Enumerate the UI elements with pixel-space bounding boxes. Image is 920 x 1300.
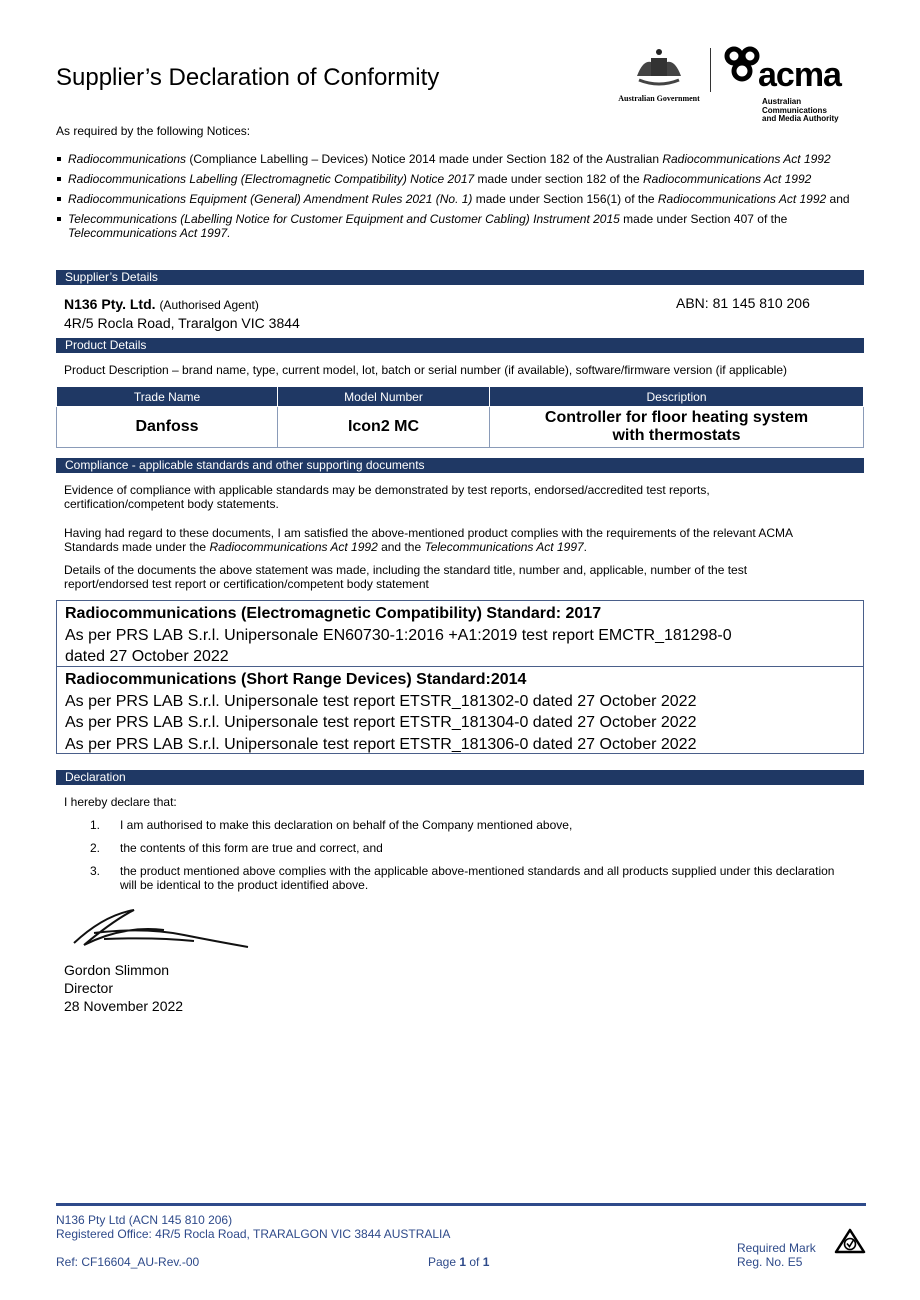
section-bar-product: Product Details [56, 338, 864, 353]
list-item: 2. the contents of this form are true and correct, and [90, 841, 383, 855]
notice-item: Radiocommunications Equipment (General) Amendment Rules 2021 (No. 1) made under Section 156(1) of the Radiocommunications Act 1992 and [56, 192, 864, 206]
compliance-p2: Having had regard to these documents, I am satisfied the above-mentioned product complies with the requirements of the relevant ACMA Standards made under the Radiocommunications Act 1992 and the Telecommunications Act 1997. [64, 526, 793, 554]
signatory [64, 961, 183, 1015]
header-model-number: Model Number [278, 387, 490, 407]
footer-page: Page 1 of 1 [428, 1255, 490, 1269]
footer-company: N136 Pty Ltd (ACN 145 810 206) Registered Office: 4R/5 Rocla Road, TRARALGON VIC 3844 AUSTRALIA [56, 1213, 451, 1241]
notice-item: Radiocommunications Labelling (Electromagnetic Compatibility) Notice 2017 made under section 182 of the Radiocommunications Act 1992 [56, 172, 864, 186]
section-bar-compliance: Compliance - applicable standards and other supporting documents [56, 458, 864, 473]
logo-divider [710, 48, 711, 92]
product-table [56, 386, 864, 448]
signatory-name: Gordon Slimmon [64, 962, 170, 978]
header-description: Description [490, 387, 864, 407]
compliance-p1: Evidence of compliance with applicable standards may be demonstrated by test reports, endorsed/accredited test reports, certification/competent body statements. [64, 483, 710, 511]
declaration-intro: I hereby declare that: [64, 795, 177, 809]
standard-srd: Radiocommunications (Short Range Devices) Standard:2014 As per PRS LAB S.r.l. Unipersonale test report ETSTR_181302-0 dated 27 October 2022 As per PRS LAB S.r.l. Unipersonale test report ETSTR_181304-0 dated 27 October 2022 As per PRS LAB S.r.l. Unipersonale test report ETSTR_181306-0 dated 27 October 2022 [56, 666, 864, 754]
section-bar-declaration: Declaration [56, 770, 864, 785]
supplier-abn: ABN: 81 145 810 206 [676, 295, 810, 311]
list-item: 3. the product mentioned above complies with the applicable above-mentioned standards and all products supplied under this declaration will be identical to the product identified above. [90, 864, 835, 892]
australian-government-logo: Australian Government [614, 46, 704, 103]
coat-of-arms-icon [629, 46, 689, 92]
notice-item: Radiocommunications (Compliance Labelling – Devices) Notice 2014 made under Section 182 of the Australian Radiocommunications Act 1992 [56, 152, 864, 166]
declaration-list [90, 818, 850, 901]
header-trade-name: Trade Name [57, 387, 278, 407]
product-description-label: Product Description – brand name, type, current model, lot, batch or serial number (if available), software/firmware version (if applicable) [64, 363, 787, 377]
footer-ref: Ref: CF16604_AU-Rev.-00 [56, 1255, 200, 1269]
footer-rule [56, 1203, 866, 1206]
signature-image [64, 905, 254, 955]
page-title: Supplier’s Declaration of Conformity [56, 64, 440, 91]
footer-required-mark: Required Mark Reg. No. E5 [737, 1241, 816, 1269]
signatory-position: Director [64, 980, 114, 996]
compliance-p3: Details of the documents the above statement was made, including the standard title, number and, applicable, number of the test report/endorsed test report or certification/competent body statement [64, 563, 748, 591]
section-bar-supplier: Supplier’s Details [56, 270, 864, 285]
declaration-date: 28 November 2022 [64, 998, 184, 1014]
cell-model-number: Icon2 MC [278, 407, 490, 448]
standard-emc: Radiocommunications (Electromagnetic Compatibility) Standard: 2017 As per PRS LAB S.r.l. Unipersonale EN60730-1:2016 +A1:2019 test report EMCTR_181298-0 dated 27 October 2022 [56, 600, 864, 667]
rcm-mark-icon [834, 1228, 866, 1254]
notices-list [56, 152, 864, 246]
document-page: Supplier’s Declaration of Conformity Australian Government acma Australian Communications and Media Authority As required by the following Notices: Radiocommunications (Compliance Labelling – Devices) Notice 2014 made under Section 182 of the Australian Radiocommunications Act 1992 Radiocommunications Labelling (Electromagnetic Compatibility) Notice 2017 made under section 182 of the Radiocommunications Act 1992 Radiocommunications Equipment (General) Amendment Rules 2021 (No. 1) made under Section 156(1) of the Radiocommunications Act 1992 and Telecommunications (Labelling Notice for Customer Equipment and Customer Cabling) Instrument 2015 made under Section 407 of the Telecommunications Act 1997. Supplier’s Details N136 Pty. Ltd. (Authorised Agent) 4R/5 Rocla Road, Traralgon VIC 3844 ABN: 81 145 810 206 Product Details Product Description – brand name, type, current model, lot, batch or serial number (if available), software/firmware version (if applicable) Trade Name Model Number Description Danfoss Icon2 MC Controller for floor heating system with thermostats Compliance - applicable standards and other supporting documents Evidence of compliance with applicable standards may be demonstrated by test reports, endorsed/accredited test reports, certification/competent body statements. Having had regard to these documents, I am satisfied the above-mentioned product complies with the requirements of the relevant ACMA Standards made under the Radiocommunications Act 1992 and the Telecommunications Act 1997. Details of the documents the above statement was made, including the standard title, number and, applicable, number of the test report/endorsed test report or certification/competent body statement Radiocommunications (Electromagnetic Compatibility) Standard: 2017 As per PRS LAB S.r.l. Unipersonale EN60730-1:2016 +A1:2019 test report EMCTR_181298-0 dated 27 October 2022 Radiocommunications (Short Range Devices) Standard:2014 As per PRS LAB S.r.l. Unipersonale test report ETSTR_181302-0 dated 27 October 2022 As per PRS LAB S.r.l. Unipersonale test report ETSTR_181304-0 dated 27 October 2022 As per PRS LAB S.r.l. Unipersonale test report ETSTR_181306-0 dated 27 October 2022 Declaration I hereby declare that: 1. I am authorised to make this declaration on behalf of the Company mentioned above, 2. the contents of this form are true and correct, and 3. the product mentioned above complies with the applicable above-mentioned standards and all products supplied under this declaration will be identical to the product identified above. Gordon Slimmon Director 28 November 2022 N136 Pty Ltd (ACN 145 810 206) Registered Office: 4R/5 Rocla Road, TRARALGON VIC 3844 AUSTRALIA Ref: CF16604_AU-Rev.-00 Page 1 of 1 Required Mark Reg. No. E5 [0, 0, 920, 1300]
cell-trade-name: Danfoss [57, 407, 278, 448]
list-item: 1. I am authorised to make this declaration on behalf of the Company mentioned above, [90, 818, 573, 832]
notice-item: Telecommunications (Labelling Notice for Customer Equipment and Customer Cabling) Instrument 2015 made under Section 407 of the Telecommunications Act 1997. [56, 212, 864, 240]
table-row [57, 407, 864, 448]
supplier-details: N136 Pty. Ltd. (Authorised Agent) 4R/5 Rocla Road, Traralgon VIC 3844 [64, 296, 300, 331]
cell-description: Controller for floor heating system with thermostats [490, 407, 864, 448]
intro-text: As required by the following Notices: [56, 124, 251, 138]
acma-symbol-icon [722, 46, 762, 82]
